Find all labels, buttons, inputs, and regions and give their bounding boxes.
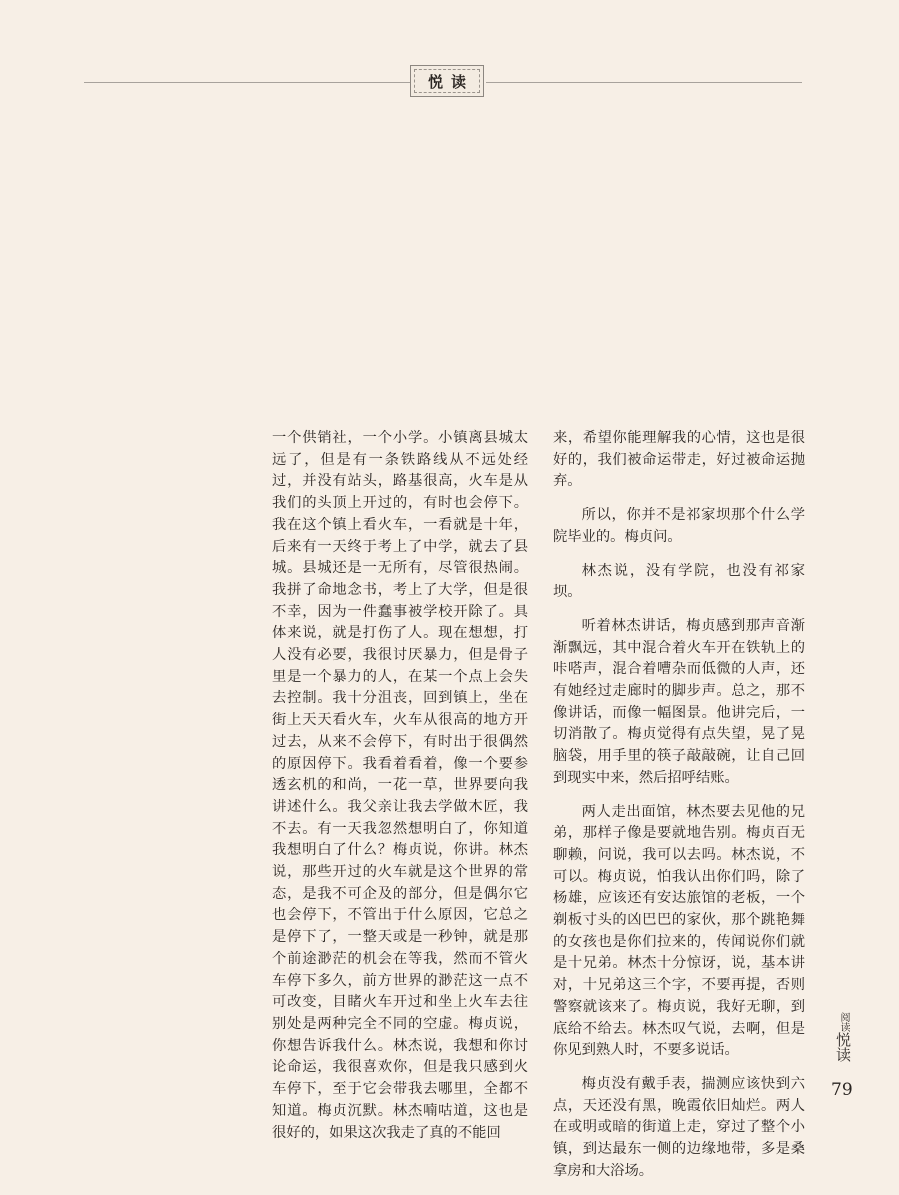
- section-badge-label: 悦读: [414, 69, 480, 93]
- header-rule-right: [486, 82, 802, 83]
- paragraph: 来，希望你能理解我的心情，这也是很好的，我们被命运带走，好过被命运抛弃。: [553, 430, 805, 490]
- logo-big-text: 悦读: [834, 1032, 852, 1062]
- paragraph: 两人走出面馆，林杰要去见他的兄弟，那样子像是要就地告别。梅贞百无聊赖，问说，我可以去吗。林杰说，不可以。梅贞说，怕我认出你们吗，除了杨雄，应该还有安达旅馆的老板，一个剃板寸头的凶巴巴的家伙，那个跳艳舞的女孩也是你们拉来的，传闻说你们就是十兄弟。林杰十分惊讶，说，基本讲对，十兄弟这三个字，不要再提，否则警察就该来了。梅贞说，我好无聊，到底给不给去。林杰叹气说，去啊，但是你见到熟人时，不要多说话。: [553, 803, 805, 1059]
- right-column: [553, 428, 805, 1195]
- magazine-logo: [832, 1012, 854, 1062]
- paragraph: 听着林杰讲话，梅贞感到那声音渐渐飘远，其中混合着火车开在铁轨上的咔嗒声，混合着嘈杂而低微的人声，还有她经过走廊时的脚步声。总之，那不像讲话，而像一幅图景。他讲完后，一切消散了。梅贞觉得有点失望，晃了晃脑袋，用手里的筷子敲敲碗，让自己回到现实中来，然后招呼结账。: [553, 617, 805, 786]
- left-column: [272, 428, 528, 1144]
- section-badge: [410, 65, 484, 97]
- paragraph: 一个供销社，一个小学。小镇离县城太远了，但是有一条铁路线从不远处经过，并没有站头，路基很高，火车是从我们的头顶上开过的，有时也会停下。我在这个镇上看火车，一看就是十年，后来有一天终于考上了中学，就去了县城。县城还是一无所有，尽管很热闹。我拼了命地念书，考上了大学，但是很不幸，因为一件蠢事被学校开除了。具体来说，就是打伤了人。现在想想，打人没有必要，我很讨厌暴力，但是骨子里是一个暴力的人，在某一个点上会失去控制。我十分沮丧，回到镇上，坐在街上天天看火车，火车从很高的地方开过去，从来不会停下，有时出于很偶然的原因停下。我看着看着，像一个要参透玄机的和尚，一花一草，世界要向我讲述什么。我父亲让我去学做木匠，我不去。有一天我忽然想明白了，你知道我想明白了什么？梅贞说，你讲。林杰说，那些开过的火车就是这个世界的常态，是我不可企及的部分，但是偶尔它也会停下，不管出于什么原因，它总之是停下了，一整天或是一秒钟，就是那个前途渺茫的机会在等我，然而不管火车停下多久，前方世界的渺茫这一点不可改变，目睹火车开过和坐上火车去往别处是两种完全不同的空虚。梅贞说，你想告诉我什么。林杰说，我想和你讨论命运，我很喜欢你，但是我只感到火车停下，至于它会带我去哪里，全都不知道。梅贞沉默。林杰喃咕道，这也是很好的，如果这次我走了真的不能回: [272, 430, 528, 1141]
- paragraph: 所以，你并不是祁家坝那个什么学院毕业的。梅贞问。: [553, 507, 805, 545]
- paragraph: 梅贞没有戴手表，揣测应该快到六点，天还没有黑，晚霞依旧灿烂。两人在或明或暗的街道上走，穿过了整个小镇，到达最东一侧的边缘地带，多是桑拿房和大浴场。: [553, 1075, 805, 1179]
- paragraph: 林杰说，没有学院，也没有祁家坝。: [553, 562, 805, 601]
- header-rule-left: [84, 82, 410, 83]
- logo-small-text: 阅读: [838, 1012, 849, 1032]
- page-number: 79: [831, 1080, 853, 1100]
